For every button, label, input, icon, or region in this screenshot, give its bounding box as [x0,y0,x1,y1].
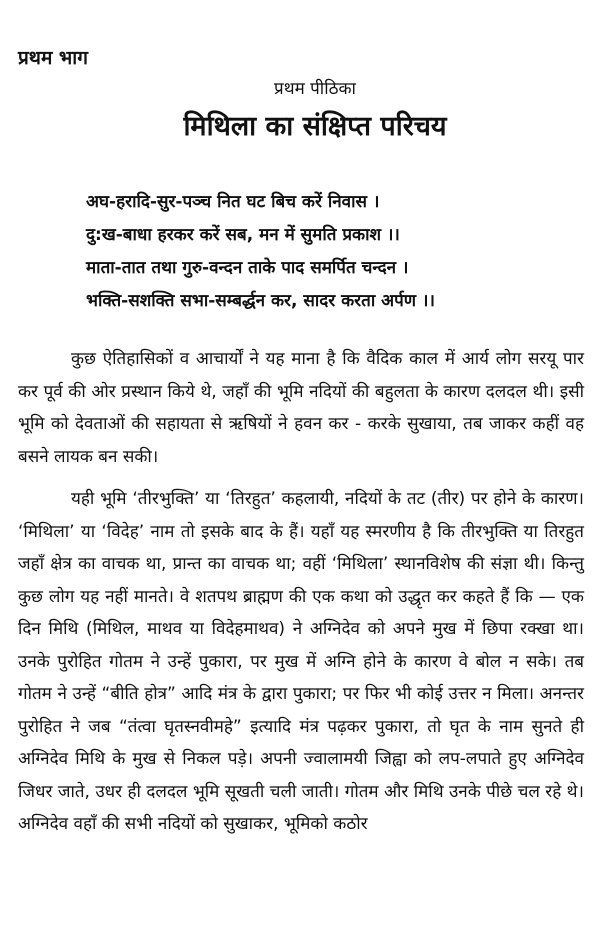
verse-line: भक्ति-सशक्ति सभा-सम्बर्द्धन कर, सादर करता अर्पण ।। [86,291,435,311]
verse-line: माता-तात तथा गुरु-वन्दन ताके पाद समर्पित चन्दन । [86,258,409,278]
paragraph: यही भूमि ‘तीरभुक्ति’ या ‘तिरहुत’ कहलायी, नदियों के तट (तीर) पर होने के कारण। ‘मिथिला’ या ‘विदेह’ नाम तो इसके बाद के हैं। यहाँ यह स्मरणीय है कि तीरभुक्ति या तिरहुत जहाँ क्षेत्र का वाचक था, प्रान्त का वाचक था; वहीं ‘मिथिला’ स्थानविशेष की संज्ञा थी। किन्तु कुछ लोग यह नहीं मानते। वे शतपथ ब्राह्मण की एक कथा को उद्धृत कर कहते हैं कि — एक दिन मिथि (मिथिल, माथव या विदेहमाथव) ने अग्निदेव को अपने मुख में छिपा रक्खा था। उनके पुरोहित गोतम ने उन्हें पुकारा, पर मुख में अग्नि होने के कारण वे बोल न सके। तब गोतम ने उन्हें “बीति होत्र” आदि मंत्र के द्वारा पुकारा; पर फिर भी कोई उत्तर न मिला। अनन्तर पुरोहित ने जब “तंत्वा घृतस्नवीमहे” इत्यादि मंत्र पढ़कर पुकारा, तो घृत के नाम सुनते ही अग्निदेव मिथि के मुख से निकल पड़े। अपनी ज्वालामयी जिह्वा को लप-लपाते हुए अग्निदेव जिधर जाते, उधर ही दलदल भूमि सूखती चली जाती। गोतम और मिथि उनके पीछे चल रहे थे। अग्निदेव वहाँ की सभी नदियों को सुखाकर, भूमिको कठोर [18,489,584,834]
verse-line: अघ-हरादि-सुर-पञ्च नित घट बिच करें निवास । [86,192,380,212]
chapter-subtitle: प्रथम पीठिका [274,79,356,99]
body-text [18,343,584,841]
invocation-verse [86,186,596,318]
chapter-title: मिथिला का संक्षिप्त परिचय [183,111,447,142]
verse-line: दु:ख-बाधा हरकर करें सब, मन में सुमति प्रकाश ।। [86,225,400,245]
part-label: प्रथम भाग [18,47,88,69]
paragraph: कुछ ऐतिहासिकों व आचार्यों ने यह माना है कि वैदिक काल में आर्य लोग सरयू पार कर पूर्व की ओर प्रस्थान किये थे, जहाँ की भूमि नदियों की बहुलता के कारण दलदल थी। इसी भूमि को देवताओं की सहायता से ऋषियों ने हवन कर - करके सुखाया, तब जाकर कहीं वह बसने लायक बन सकी। [18,349,584,467]
